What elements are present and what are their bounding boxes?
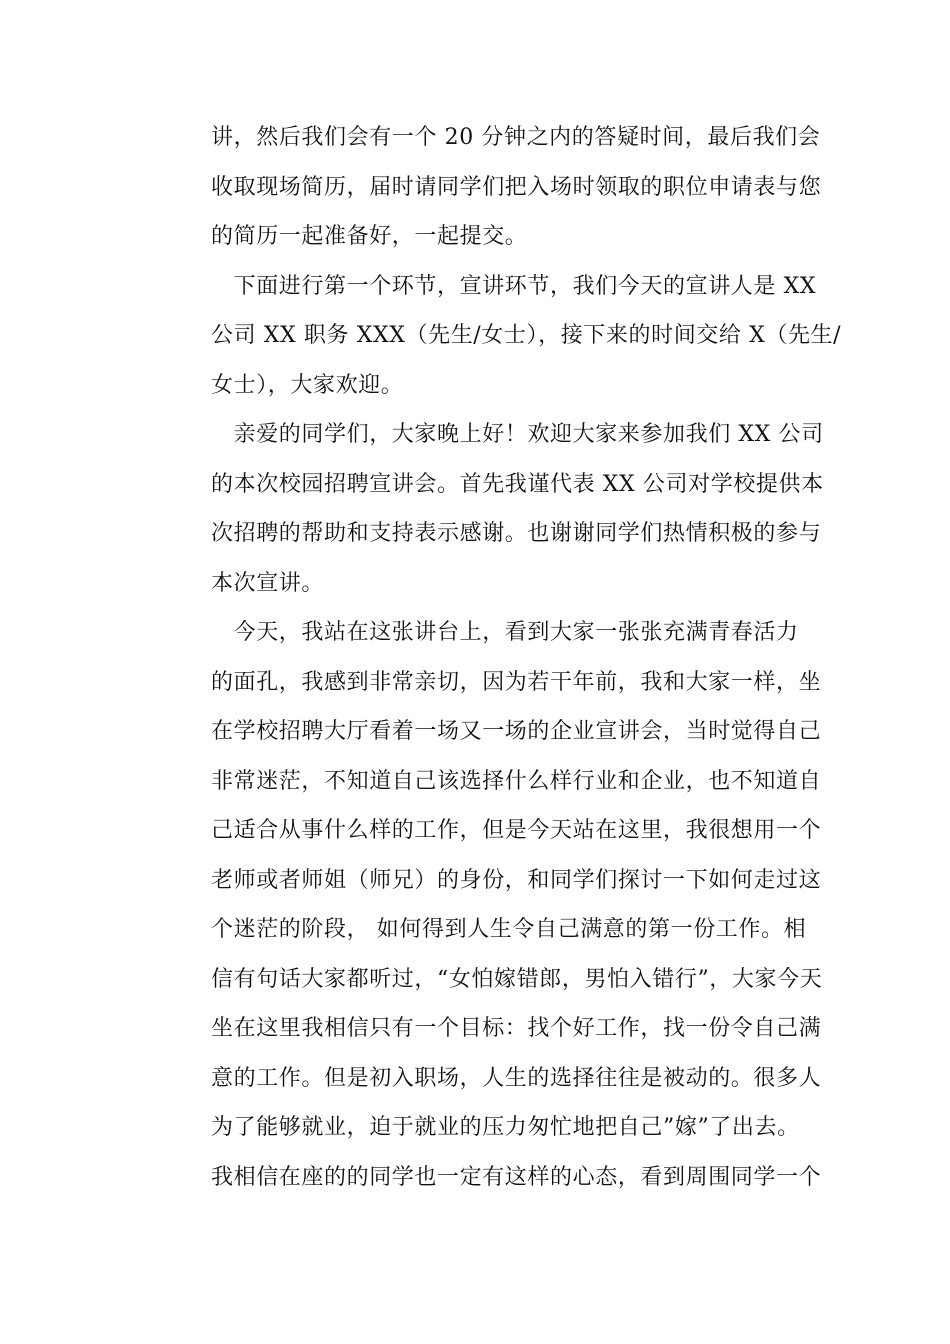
text-line: 次招聘的帮助和支持表示感谢。也谢谢同学们热情积极的参与 xyxy=(211,521,822,546)
text-line: 的面孔，我感到非常亲切，因为若干年前，我和大家一样，坐 xyxy=(211,669,822,695)
text-line: 己适合从事什么样的工作，但是今天站在这里，我很想用一个 xyxy=(211,818,822,843)
text-line: 我相信在座的的同学也一定有这样的心态，看到周围同学一个 xyxy=(211,1164,822,1190)
text-line: 下面进行第一个环节，宣讲环节，我们今天的宣讲人是 XX xyxy=(211,273,817,299)
text-line: 意的工作。但是初入职场，人生的选择往往是被动的。很多人 xyxy=(211,1065,822,1091)
text-line: 亲爱的同学们，大家晚上好！欢迎大家来参加我们 XX 公司 xyxy=(211,422,824,447)
text-line: 为了能够就业，迫于就业的压力匆忙地把自己”嫁”了出去。 xyxy=(211,1115,800,1140)
text-line: 的本次校园招聘宣讲会。首先我谨代表 XX 公司对学校提供本 xyxy=(211,471,824,497)
text-line: 讲，然后我们会有一个 20 分钟之内的答疑时间，最后我们会 xyxy=(211,125,821,150)
text-line: 老师或者师姐（师兄）的身份，和同学们探讨一下如何走过这 xyxy=(211,867,822,893)
text-line: 今天，我站在这张讲台上，看到大家一张张充满青春活力 xyxy=(211,620,799,645)
text-line: 收取现场简历，届时请同学们把入场时领取的职位申请表与您 xyxy=(211,174,822,200)
document-body xyxy=(211,113,842,1202)
text-line: 本次宣讲。 xyxy=(211,570,325,596)
text-line: 在学校招聘大厅看着一场又一场的企业宣讲会，当时觉得自己 xyxy=(211,719,822,744)
text-line: 信有句话大家都听过，“女怕嫁错郎，男怕入错行”，大家今天 xyxy=(211,966,823,992)
text-line: 公司 XX 职务 XXX（先生/女士），接下来的时间交给 X（先生/ xyxy=(211,323,842,348)
text-line: 坐在这里我相信只有一个目标：找个好工作，找一份令自己满 xyxy=(211,1016,822,1041)
text-line: 非常迷茫，不知道自己该选择什么样行业和企业，也不知道自 xyxy=(211,768,822,794)
text-line: 女士），大家欢迎。 xyxy=(211,372,404,398)
text-line: 个迷茫的阶段， 如何得到人生令自己满意的第一份工作。相 xyxy=(211,917,807,942)
text-line: 的简历一起准备好，一起提交。 xyxy=(211,224,528,249)
